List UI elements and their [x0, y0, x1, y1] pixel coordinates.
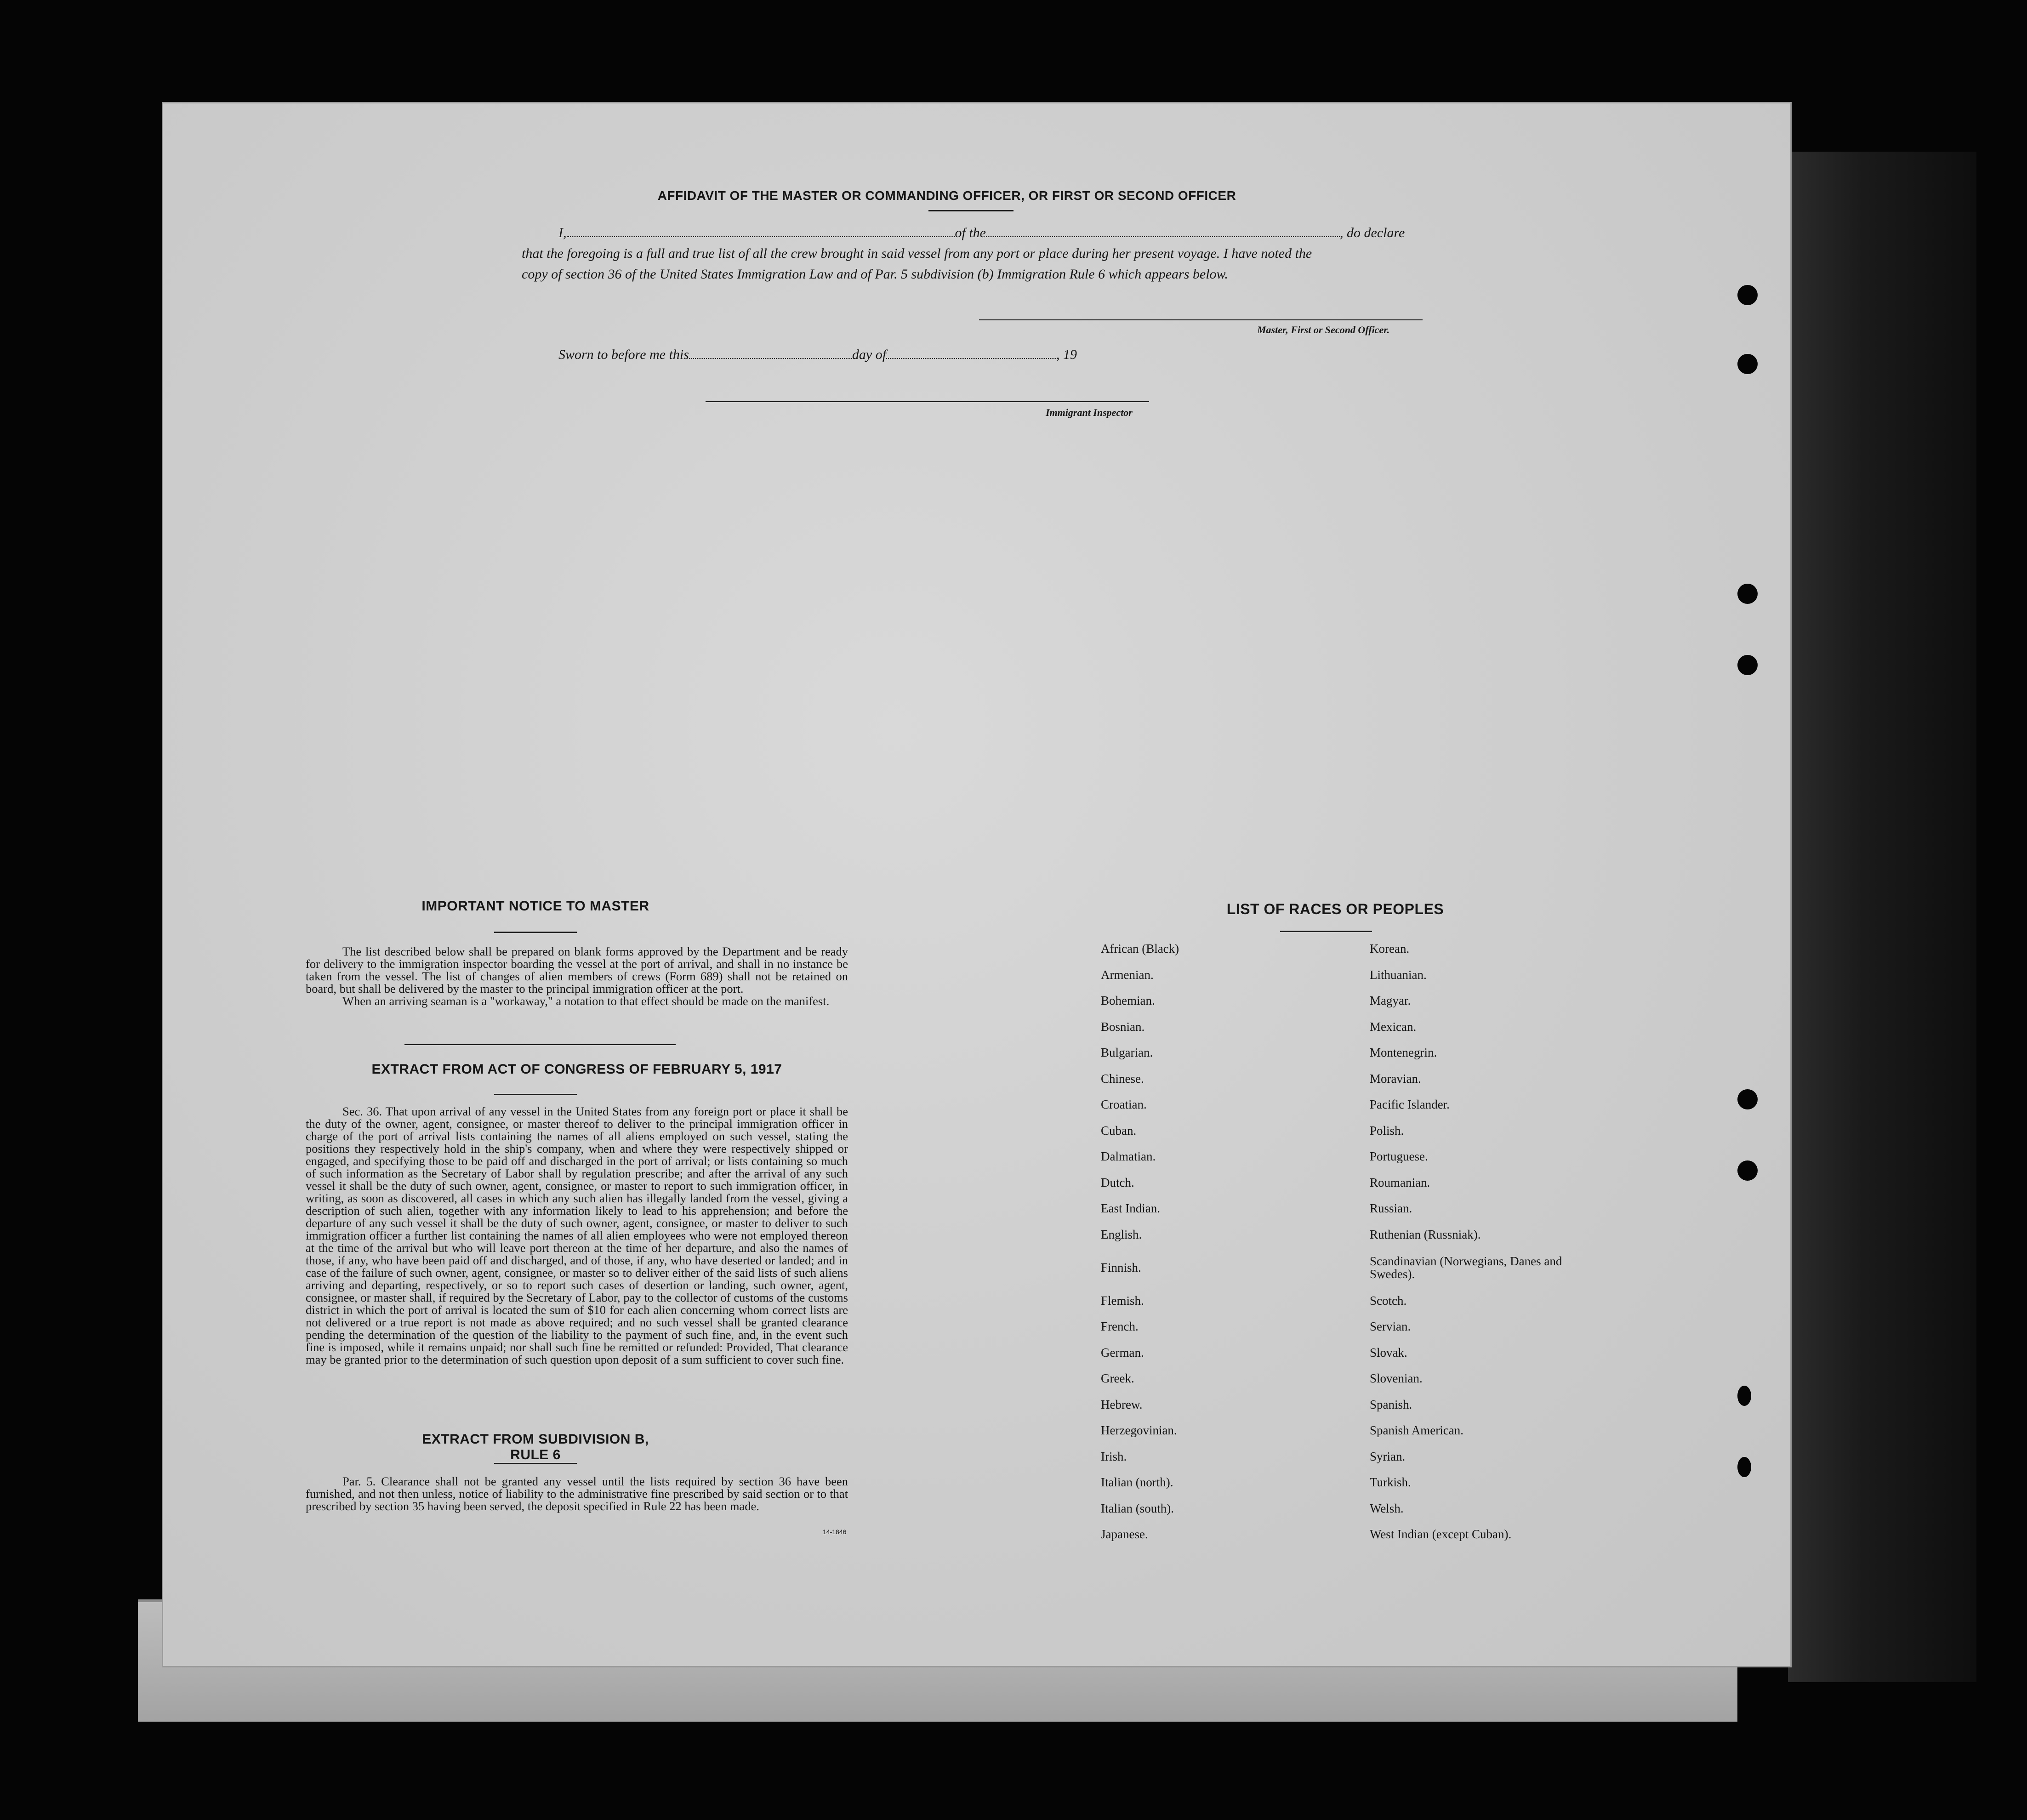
- divider: [928, 210, 1014, 211]
- race-item: West Indian (except Cuban).: [1370, 1527, 1512, 1541]
- sworn-month-field[interactable]: [886, 347, 1056, 359]
- affidavit-of-the-label: of the: [955, 225, 986, 240]
- notice-title: IMPORTANT NOTICE TO MASTER: [421, 899, 649, 914]
- race-item: Spanish American.: [1370, 1423, 1463, 1437]
- divider: [404, 1044, 676, 1045]
- race-item: African (Black): [1101, 942, 1179, 956]
- punch-hole: [1737, 1160, 1758, 1181]
- rule-extract-paragraph: Par. 5. Clearance shall not be granted any vessel until the lists required by section 36 have been furnished, and not then unless, notice of liability to the administrative fine prescribed by said section or to that prescribed by section 35 having been served, the deposit specified in Rule 22 has been made.: [306, 1474, 848, 1513]
- punch-hole: [1737, 1457, 1751, 1477]
- notice-paragraph: When an arriving seaman is a "workaway," a notation to that effect should be made on the manifest.: [342, 994, 830, 1008]
- race-item: Moravian.: [1370, 1071, 1421, 1086]
- act-extract-title: EXTRACT FROM ACT OF CONGRESS OF FEBRUARY 5, 1917: [371, 1062, 782, 1077]
- punch-hole: [1737, 584, 1758, 604]
- race-item: Russian.: [1370, 1201, 1412, 1215]
- affidavit-title: AFFIDAVIT OF THE MASTER OR COMMANDING OFFICER, OR FIRST OR SECOND OFFICER: [657, 188, 1236, 203]
- race-item: Ruthenian (Russniak).: [1370, 1227, 1481, 1241]
- race-item: Dalmatian.: [1101, 1149, 1156, 1163]
- race-item: Flemish.: [1101, 1293, 1144, 1308]
- inspector-signature-label: Immigrant Inspector: [1046, 407, 1133, 418]
- act-extract-paragraph: Sec. 36. That upon arrival of any vessel in the United States from any foreign port or place it shall be the duty of the owner, agent, consignee, or master thereof to deliver to the principal immigration officer in charge of the port of arrival lists containing the names of all aliens employed on such vessel, stating the positions they respectively hold in the ship's company, when and where they were respectively shipped or engaged, and specifying those to be paid off and discharged in the port of arrival; or lists containing so much of such information as the Secretary of Labor shall by regulation prescribe; and after the arrival of any such vessel it shall be the duty of such owner, agent, consignee, or master to report to such immigration officer, in writing, as soon as discovered, all cases in which any such alien has illegally landed from the vessel, giving a description of such alien, together with any information likely to lead to his apprehension; and before the departure of any such vessel it shall be the duty of such owner, agent, consignee, or master to deliver to such immigration officer a further list containing the names of all alien employees who were not employed thereon at the time of the arrival but who will leave port thereon at the time of her departure, and also the names of those, if any, who have been paid off and discharged, and of those, if any, who have deserted or landed; and in case of the failure of such owner, agent, consignee, or master so to deliver either of the said lists of such aliens arriving and departing, respectively, or so to report such cases of desertion or landing, such owner, agent, consignee, or master shall, if required by the Secretary of Labor, pay to the collector of customs of the customs district in which the port of arrival is located the sum of $10 for each alien concerning whom correct lists are not delivered or a true report is not made as above required; and no such vessel shall be granted clearance pending the determination of the question of the liability to the payment of such fine, and, in the event such fine is imposed, while it remains unpaid; nor shall such fine be remitted or refunded: Provided, That clearance may be granted prior to the determination of such question upon deposit of a sum sufficient to cover such fine.: [306, 1104, 848, 1366]
- sworn-day-field[interactable]: [689, 347, 852, 359]
- notice-paragraph: The list described below shall be prepared on blank forms approved by the Department and be ready for delivery to the immigration inspector boarding the vessel at the port of arrival, and shall in no instance be taken from the vessel. The list of changes of alien members of crews (Form 689) shall not be retained on board, but shall be delivered by the master to the principal immigration officer at the port.: [306, 944, 848, 995]
- punch-hole: [1737, 1386, 1751, 1406]
- punch-hole: [1737, 655, 1758, 675]
- form-number: 14-1846: [823, 1528, 847, 1536]
- inspector-signature-line[interactable]: [706, 401, 1149, 402]
- race-item: Scandinavian (Norwegians, Danes and Swedes).: [1370, 1254, 1562, 1281]
- race-item: Pacific Islander.: [1370, 1098, 1450, 1111]
- race-item: Welsh.: [1370, 1501, 1404, 1515]
- vessel-name-field[interactable]: [986, 225, 1340, 237]
- race-item: Magyar.: [1370, 994, 1411, 1007]
- sworn-label: Sworn to before me this: [558, 347, 689, 362]
- document-page: [163, 103, 1790, 1666]
- sworn-year-label: , 19: [1056, 347, 1077, 362]
- race-item: Slovenian.: [1370, 1371, 1423, 1385]
- punch-hole: [1737, 285, 1758, 305]
- race-item: Chinese.: [1101, 1071, 1144, 1086]
- race-item: Bulgarian.: [1101, 1046, 1153, 1059]
- race-item: Lithuanian.: [1370, 967, 1427, 982]
- race-item: Bosnian.: [1101, 1019, 1145, 1034]
- race-item: Portuguese.: [1370, 1149, 1428, 1163]
- master-signature-label: Master, First or Second Officer.: [1257, 324, 1390, 336]
- race-item: Korean.: [1370, 942, 1410, 956]
- divider: [1280, 931, 1372, 932]
- race-item: Slovak.: [1370, 1345, 1407, 1359]
- race-item: Irish.: [1101, 1449, 1127, 1463]
- affidavit-line-2: that the foregoing is a full and true list of all the crew brought in said vessel from any port or place during her present voyage. I have noted the: [522, 246, 1312, 261]
- race-item: Syrian.: [1370, 1449, 1406, 1463]
- scanner-background: [1788, 152, 1976, 1682]
- race-item: Japanese.: [1101, 1527, 1148, 1541]
- affidavit-declare-label: , do declare: [1340, 225, 1405, 240]
- rule-extract-body: [306, 1475, 848, 1513]
- race-item: Turkish.: [1370, 1475, 1411, 1489]
- race-item: Scotch.: [1370, 1293, 1407, 1308]
- divider: [494, 1094, 577, 1095]
- race-item: English.: [1101, 1227, 1142, 1241]
- punch-hole: [1737, 1089, 1758, 1109]
- race-item: Spanish.: [1370, 1397, 1412, 1411]
- race-item: Mexican.: [1370, 1019, 1417, 1034]
- affidavit-line-3: copy of section 36 of the United States Immigration Law and of Par. 5 subdivision (b) Immigration Rule 6 which appears below.: [522, 267, 1228, 282]
- race-item: Cuban.: [1101, 1123, 1137, 1138]
- bleed-through-text: [623, 163, 1790, 182]
- punch-hole: [1737, 354, 1758, 374]
- race-item: Italian (south).: [1101, 1501, 1174, 1515]
- race-item: East Indian.: [1101, 1201, 1160, 1215]
- race-item: Italian (north).: [1101, 1475, 1173, 1489]
- race-item: Herzegovinian.: [1101, 1423, 1177, 1437]
- affidavit-line-1: [558, 225, 1405, 241]
- race-item: Armenian.: [1101, 967, 1154, 982]
- sworn-day-of-label: day of: [852, 347, 887, 362]
- master-signature-line[interactable]: [979, 319, 1423, 320]
- race-item: Hebrew.: [1101, 1397, 1143, 1411]
- race-item: Roumanian.: [1370, 1175, 1430, 1189]
- race-item: Dutch.: [1101, 1175, 1134, 1189]
- race-item: Croatian.: [1101, 1098, 1147, 1111]
- divider: [494, 932, 577, 933]
- race-item: Montenegrin.: [1370, 1046, 1437, 1059]
- notice-body: [306, 945, 848, 1007]
- race-item: German.: [1101, 1345, 1144, 1359]
- rule-extract-title: EXTRACT FROM SUBDIVISION B, RULE 6: [422, 1432, 649, 1462]
- act-extract-body: [306, 1105, 848, 1366]
- sworn-line: [558, 347, 1077, 363]
- race-item: Polish.: [1370, 1123, 1404, 1138]
- race-item: Bohemian.: [1101, 994, 1155, 1007]
- master-name-field[interactable]: [567, 225, 955, 237]
- races-title: LIST OF RACES OR PEOPLES: [1226, 901, 1444, 917]
- divider: [494, 1463, 577, 1464]
- affidavit-i-label: I,: [558, 225, 567, 240]
- race-item: Servian.: [1370, 1320, 1411, 1333]
- race-item: Finnish.: [1101, 1260, 1141, 1274]
- race-item: Greek.: [1101, 1371, 1134, 1385]
- race-item: French.: [1101, 1320, 1139, 1333]
